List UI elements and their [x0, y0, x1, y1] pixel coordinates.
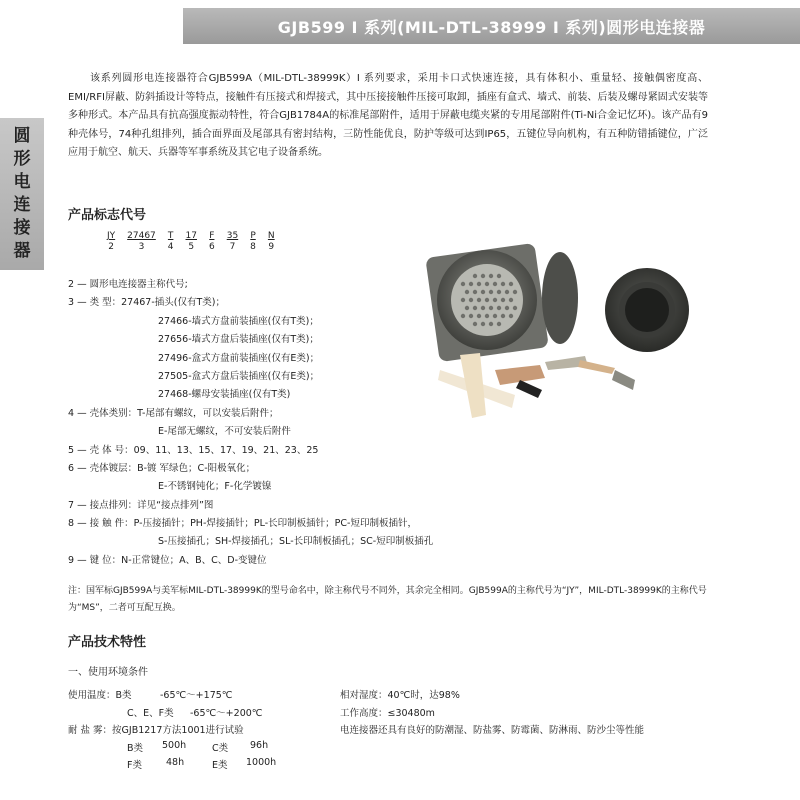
connector-pin: [477, 314, 481, 318]
product-code-example: [107, 231, 287, 253]
code-line-text: 27466-墙式方盘前装插座(仅有T类)；: [158, 315, 319, 327]
code-part: [268, 231, 275, 253]
code-part-value: P: [250, 231, 256, 241]
code-line-text: S-压接插孔；SH-焊接插孔；SL-长印制板插孔；SC-短印制板插孔: [158, 536, 434, 548]
code-part: [227, 231, 238, 253]
code-line-text: 壳 体 号：09、11、13、15、17、19、21、23、25: [89, 444, 319, 456]
code-part-value: N: [267, 231, 275, 241]
temp-cef-value: -65℃～+200℃: [190, 708, 263, 719]
connector-pin: [489, 290, 493, 294]
connector-pin: [485, 282, 489, 286]
note-paragraph: 注：国军标GJB599A与美军标MIL-DTL-38999K的型号命名中，除主称代号不同外，其余完全相同。GJB599A的主称代号为“JY”，MIL-DTL-38999K的主称代号为“MS”，二者可互配互换。: [68, 586, 707, 613]
code-part-number: 7: [229, 242, 236, 252]
code-part-value: 17: [185, 231, 197, 241]
code-part: [186, 231, 197, 253]
env-conditions-title: 一、使用环境条件: [68, 667, 148, 678]
code-explanation-line: [68, 533, 434, 551]
code-explanation-line: [68, 276, 428, 294]
code-explanation-line: [68, 460, 428, 478]
code-part-value: F: [209, 231, 215, 241]
code-explanation-line: [68, 350, 428, 368]
code-line-prefix: 4 —: [68, 407, 90, 419]
side-category-tab: [0, 118, 44, 270]
code-line-text: 壳体镀层：B-镀 军绿色；C-阳极氧化；: [89, 462, 256, 474]
code-explanation-line: [68, 405, 428, 423]
code-line-prefix: 8 —: [68, 518, 90, 530]
code-line-text: E-尾部无螺纹，不可安装后附件: [158, 426, 291, 438]
connector-pin: [513, 290, 517, 294]
connector-pin: [461, 298, 465, 302]
connector-pin: [485, 298, 489, 302]
connector-pin: [461, 282, 465, 286]
salt-e-label: E类: [212, 760, 228, 771]
page-header-title: GJB599 I 系列(MIL-DTL-38999 I 系列)圆形电连接器: [277, 17, 706, 37]
code-part-number: 4: [167, 242, 174, 252]
connector-pin: [469, 298, 473, 302]
connector-pin: [497, 290, 501, 294]
code-part: [250, 231, 256, 253]
salt-b-value: 500h: [162, 740, 187, 751]
connector-pin: [501, 298, 505, 302]
code-explanation-line: [68, 386, 428, 404]
code-line-text: 27496-盒式方盘前装插座(仅有E类)；: [158, 352, 320, 364]
connector-pin: [469, 314, 473, 318]
code-line-text: E-不锈钢钝化；F-化学镀镍: [158, 481, 272, 493]
code-line-prefix: 6 —: [68, 462, 90, 474]
code-explanation-line: [68, 442, 428, 460]
code-line-text: 壳体类别：T-尾部有螺纹，可以安装后附件；: [89, 407, 279, 419]
connector-pin: [509, 298, 513, 302]
salt-spray-label: 耐 盐 雾：按GJB1217方法1001进行试验: [68, 725, 244, 736]
connector-pin: [473, 274, 477, 278]
code-explanation-line: [68, 423, 428, 441]
code-explanation-list: [68, 276, 434, 570]
connector-pin: [497, 306, 501, 310]
section-title-product-code: 产品标志代号: [68, 208, 147, 223]
code-part-number: 2: [108, 242, 114, 252]
code-explanation-line: [68, 368, 428, 386]
side-tab-char: 形: [13, 149, 31, 169]
side-tab-char: 电: [13, 172, 31, 192]
code-part-number: 3: [138, 242, 145, 252]
connector-pin: [481, 306, 485, 310]
code-line-prefix: 7 —: [68, 499, 90, 511]
header-band: [183, 8, 800, 44]
connector-pin: [497, 322, 501, 326]
code-part: [209, 231, 215, 253]
code-part-number: 5: [188, 242, 195, 252]
salt-c-label: C类: [212, 743, 229, 754]
connector-pin: [505, 290, 509, 294]
connector-pin: [481, 322, 485, 326]
connector-pin: [477, 298, 481, 302]
side-tab-char: 连: [13, 195, 31, 215]
salt-c-value: 96h: [250, 740, 269, 751]
connector-pin: [509, 314, 513, 318]
code-explanation-line: [68, 497, 428, 515]
section-title-tech-specs: 产品技术特性: [68, 635, 147, 650]
connector-pin: [461, 314, 465, 318]
temp-cef-label: C、E、F类: [127, 708, 174, 719]
salt-f-value: 48h: [166, 757, 185, 768]
connector-pin: [481, 274, 485, 278]
connector-pin: [481, 290, 485, 294]
code-line-prefix: 2 —: [68, 279, 90, 290]
connector-pin: [497, 274, 501, 278]
code-line-text: 接点排列：详见“接点排列”图: [89, 499, 214, 511]
extra-performance-text: 电连接器还具有良好的防潮湿、防盐雾、防霉菌、防淋雨、防沙尘等性能: [340, 725, 645, 736]
altitude-text: 工作高度：≤30480m: [340, 708, 435, 719]
code-part-number: 8: [250, 242, 256, 252]
code-line-text: 圆形电连接器主称代号;: [89, 279, 188, 290]
intro-paragraph: 该系列圆形电连接器符合GJB599A（MIL-DTL-38999K）I 系列要求，采用卡口式快速连接，具有体积小、重量轻、接触偶密度高、EMI/RFI屏蔽、防斜插设计等特点，接触件有压接式和焊接式，其中压接接触件压接可取卸，插座有盒式、墙式、前装、后装及螺母紧固式安装等多种形式。本产品具有抗高强度振动特性，符合GJB1784A的标准尾部附件，适用于屏蔽电缆夹紧的专用尾部附件(Ti-Ni合金记忆环)。该产品有9种壳体号，74种孔组排列，插合面界面及尾部具有密封结构，三防性能优良，防护等级可达到IP65，五键位导向机构，有五种防错插键位，广泛应用于航空、航天、兵器等军事系统及其它电子设备系统。: [68, 73, 708, 158]
connector-pin: [489, 274, 493, 278]
connector-pin: [465, 290, 469, 294]
side-tab-char: 器: [13, 241, 31, 261]
code-part-value: JY: [107, 231, 116, 241]
connector-pin: [493, 282, 497, 286]
code-line-text: 27656-墙式方盘后装插座(仅有T类)；: [158, 334, 319, 346]
connector-pin: [473, 322, 477, 326]
connector-pin: [489, 322, 493, 326]
temp-b-value: -65℃～+175℃: [160, 690, 233, 701]
connector-pin: [477, 282, 481, 286]
code-line-text: 类 型：27467-插头(仅有T类)；: [89, 297, 225, 309]
code-part-value: 27467: [127, 231, 156, 241]
connector-pin: [501, 282, 505, 286]
code-part-value: 35: [226, 231, 239, 241]
code-part-number: 9: [268, 242, 275, 252]
code-explanation-line: [68, 478, 428, 496]
side-tab-char: 接: [13, 218, 31, 238]
code-part-number: 6: [208, 242, 215, 252]
code-explanation-line: [68, 515, 428, 533]
side-tab-char: 圆: [13, 126, 31, 146]
code-line-text: 27468-螺母安装插座(仅有T类): [158, 389, 291, 401]
connector-pin: [505, 306, 509, 310]
code-part: [127, 231, 156, 253]
salt-e-value: 1000h: [246, 757, 277, 768]
code-line-text: 接 触 件：P-压接插针；PH-焊接插针；PL-长印制板插针；PC-短印制板插针，: [89, 518, 417, 530]
code-explanation-line: [68, 331, 428, 349]
temp-label: 使用温度：B类: [68, 690, 132, 701]
code-explanation-line: [68, 552, 428, 570]
connector-pin: [465, 306, 469, 310]
connector-pin: [493, 298, 497, 302]
code-explanation-line: [68, 294, 428, 312]
humidity-text: 相对湿度：40℃时，达98%: [340, 690, 460, 701]
code-explanation-line: [68, 313, 428, 331]
connector-pin: [473, 290, 477, 294]
connector-pin: [469, 282, 473, 286]
connector-pin: [493, 314, 497, 318]
code-line-prefix: 9 —: [68, 554, 90, 566]
connector-pin: [485, 314, 489, 318]
code-line-prefix: 3 —: [68, 297, 90, 309]
salt-b-label: B类: [127, 743, 144, 754]
connector-pin: [513, 306, 517, 310]
code-line-text: 27505-盒式方盘后装插座(仅有E类)；: [158, 370, 320, 382]
code-part-value: T: [167, 231, 174, 241]
code-part: [107, 231, 115, 253]
code-part: [168, 231, 174, 253]
salt-f-label: F类: [127, 760, 142, 771]
connector-pin: [473, 306, 477, 310]
connector-pin: [501, 314, 505, 318]
connector-product-photo: [420, 230, 720, 430]
code-line-text: 键 位：N-正常键位；A、B、C、D-变键位: [89, 554, 267, 566]
code-line-prefix: 5 —: [68, 444, 90, 456]
connector-pin: [509, 282, 513, 286]
connector-pin: [489, 306, 493, 310]
